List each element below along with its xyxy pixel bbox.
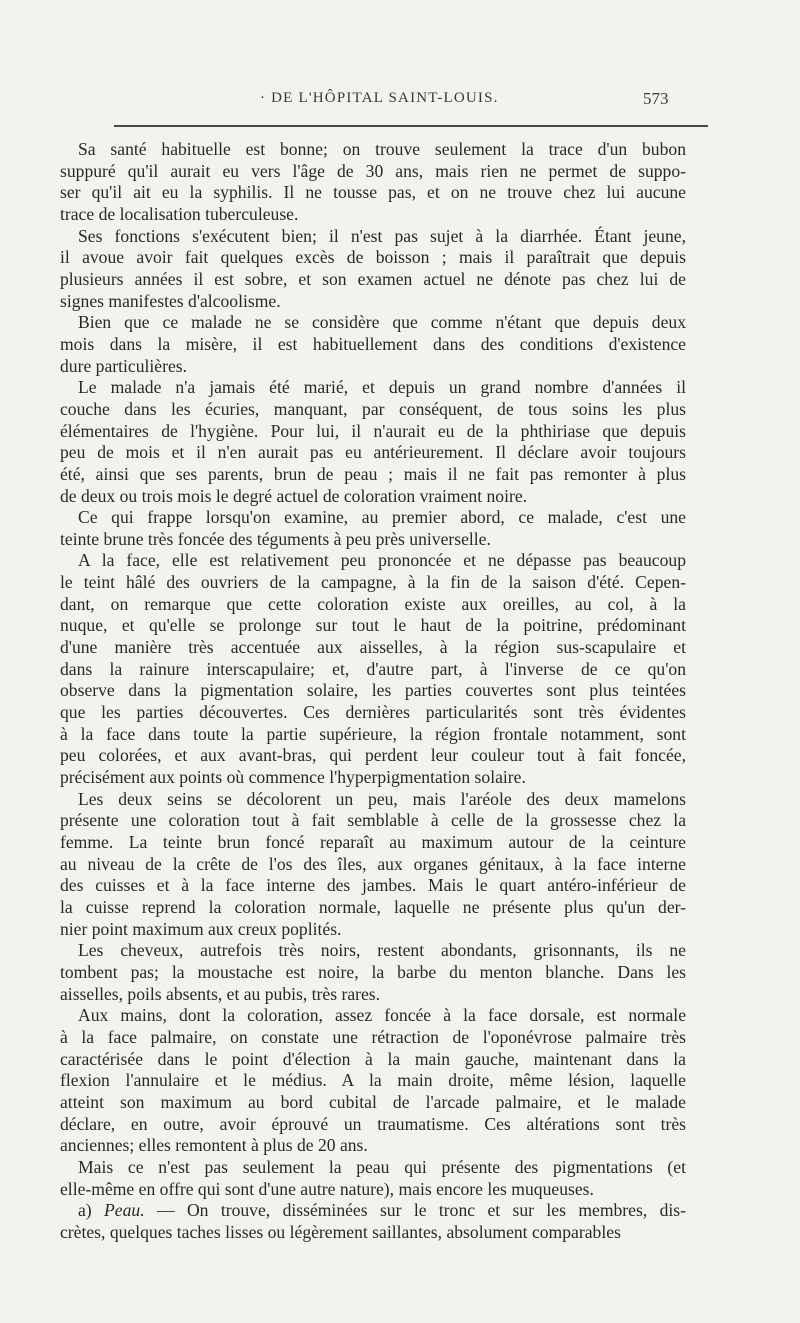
paragraph <box>60 940 686 1005</box>
text-line: de deux ou trois mois le degré actuel de coloration vraiment noire. <box>60 485 528 506</box>
text-line: atteint son maximum au bord cubital de l'arcade palmaire, et le malade <box>60 1091 686 1112</box>
text-line: anciennes; elles remontent à plus de 20 ans. <box>60 1135 368 1156</box>
text-line: observe dans la pigmentation solaire, les parties couvertes sont plus teintées <box>60 680 686 701</box>
running-head <box>0 90 800 112</box>
paragraph <box>60 1157 686 1200</box>
paragraph <box>60 312 686 377</box>
text-line: Les deux seins se décolorent un peu, mais l'aréole des deux mamelons <box>78 788 686 809</box>
paragraph <box>60 550 686 788</box>
text-line: au niveau de la crête de l'os des îles, aux organes génitaux, à la face interne <box>60 853 686 874</box>
text-line: précisément aux points où commence l'hyperpigmentation solaire. <box>60 767 526 788</box>
text-line: présente une coloration tout à fait semblable à celle de la grossesse chez la <box>60 810 686 831</box>
text-line: teinte brune très foncée des téguments à peu près universelle. <box>60 528 491 549</box>
text-line: Sa santé habituelle est bonne; on trouve seulement la trace d'un bubon <box>78 139 686 159</box>
text-line: aisselles, poils absents, et au pubis, très rares. <box>60 983 381 1004</box>
text-line: signes manifestes d'alcoolisme. <box>60 290 281 311</box>
paragraph-label: a) <box>78 1200 105 1221</box>
text-line: Les cheveux, autrefois très noirs, restent abondants, grisonnants, ils ne <box>78 940 686 961</box>
text-line: il avoue avoir fait quelques excès de boisson ; mais il paraîtrait que depuis <box>60 247 686 268</box>
text-line: couche dans les écuries, manquant, par conséquent, de tous soins les plus <box>60 398 686 419</box>
text-line: nier point maximum aux creux poplités. <box>60 918 342 939</box>
header-rule <box>114 125 708 127</box>
text-line: femme. La teinte brun foncé reparaît au maximum autour de la ceinture <box>60 832 686 852</box>
text-line: caractérisée dans le point d'élection à la main gauche, maintenant dans la <box>60 1048 686 1069</box>
line-text: — On trouve, disséminées sur le tronc et sur les membres, dis- <box>144 1200 686 1221</box>
text-line: à la face dans toute la partie supérieure, la région frontale notamment, sont <box>60 723 686 744</box>
text-line: été, ainsi que ses parents, brun de peau ; mais il ne fait pas remonter à plus <box>60 463 686 484</box>
text-line: dans la rainure interscapulaire; et, d'autre part, à l'inverse de ce qu'on <box>60 658 686 679</box>
text-line: A la face, elle est relativement peu prononcée et ne dépasse pas beaucoup <box>78 550 686 571</box>
text-line: tombent pas; la moustache est noire, la barbe du menton blanche. Dans les <box>60 961 686 982</box>
text-line: peu colorées, et aux avant-bras, qui perdent leur couleur tout à fait foncée, <box>60 745 686 766</box>
text-line: Ses fonctions s'exécutent bien; il n'est pas sujet à la diarrhée. Étant jeune, <box>78 225 686 246</box>
paragraph <box>60 1200 686 1243</box>
paragraph <box>60 139 686 226</box>
text-line: flexion l'annulaire et le médius. A la main droite, même lésion, laquelle <box>60 1070 686 1091</box>
text-line: la cuisse reprend la coloration normale, laquelle ne présente plus qu'un der- <box>60 896 686 917</box>
text-line: dure particulières. <box>60 355 188 376</box>
text-line: peu de mois et il n'en aurait pas eu antérieurement. Il déclare avoir toujours <box>60 442 686 463</box>
text-line: Ce qui frappe lorsqu'on examine, au premier abord, ce malade, c'est une <box>78 507 686 528</box>
text-line: à la face palmaire, on constate une rétraction de l'oponévrose palmaire très <box>60 1026 686 1047</box>
paragraph <box>60 226 686 313</box>
text-line: suppuré qu'il aurait eu vers l'âge de 30 ans, mais rien ne permet de suppo- <box>60 160 686 181</box>
body-text <box>60 139 686 1243</box>
text-line: Mais ce n'est pas seulement la peau qui présente des pigmentations (et <box>78 1156 686 1177</box>
text-line: ser qu'il ait eu la syphilis. Il ne tousse pas, et on ne trouve chez lui aucune <box>60 182 686 203</box>
text-line: Le malade n'a jamais été marié, et depuis un grand nombre d'années il <box>78 377 686 398</box>
text-line: mois dans la misère, il est habituellement dans des conditions d'existence <box>60 333 686 354</box>
text-line: Aux mains, dont la coloration, assez foncée à la face dorsale, est normale <box>78 1005 686 1026</box>
paragraph <box>60 789 686 941</box>
text-line: plusieurs années il est sobre, et son examen actuel ne dénote pas chez lui de <box>60 268 686 289</box>
text-line: que les parties découvertes. Ces dernières particularités sont très évidentes <box>60 702 686 723</box>
paragraph-heading: Peau. <box>104 1200 145 1221</box>
text-line: élémentaires de l'hygiène. Pour lui, il n'aurait eu de la phthiriase que depuis <box>60 420 686 441</box>
text-line: Bien que ce malade ne se considère que comme n'étant que depuis deux <box>78 312 686 333</box>
paragraph <box>60 377 686 507</box>
text-line: déclare, en outre, avoir éprouvé un traumatisme. Ces altérations sont très <box>60 1113 686 1134</box>
paragraph <box>60 1005 686 1157</box>
text-line: dant, on remarque que cette coloration existe aux oreilles, au col, à la <box>60 593 686 614</box>
text-line: nuque, et qu'elle se prolonge sur tout le haut de la poitrine, prédominant <box>60 615 686 636</box>
text-line: des cuisses et à la face interne des jambes. Mais le quart antéro-inférieur de <box>60 875 686 896</box>
text-line: trace de localisation tuberculeuse. <box>60 203 299 224</box>
page-number: 573 <box>643 89 669 108</box>
paragraph <box>60 507 686 550</box>
text-line: d'une manière très accentuée aux aisselles, à la région sus-scapulaire et <box>60 637 686 658</box>
text-line: elle-même en offre qui sont d'une autre nature), mais encore les muqueuses. <box>60 1178 594 1199</box>
text-line: le teint hâlé des ouvriers de la campagne, à la fin de la saison d'été. Cepen- <box>60 572 686 593</box>
text-line <box>60 1200 686 1222</box>
text-line: crètes, quelques taches lisses ou légèrement saillantes, absolument comparables <box>60 1221 621 1242</box>
running-title: · DE L'HÔPITAL SAINT-LOUIS. <box>260 90 499 106</box>
